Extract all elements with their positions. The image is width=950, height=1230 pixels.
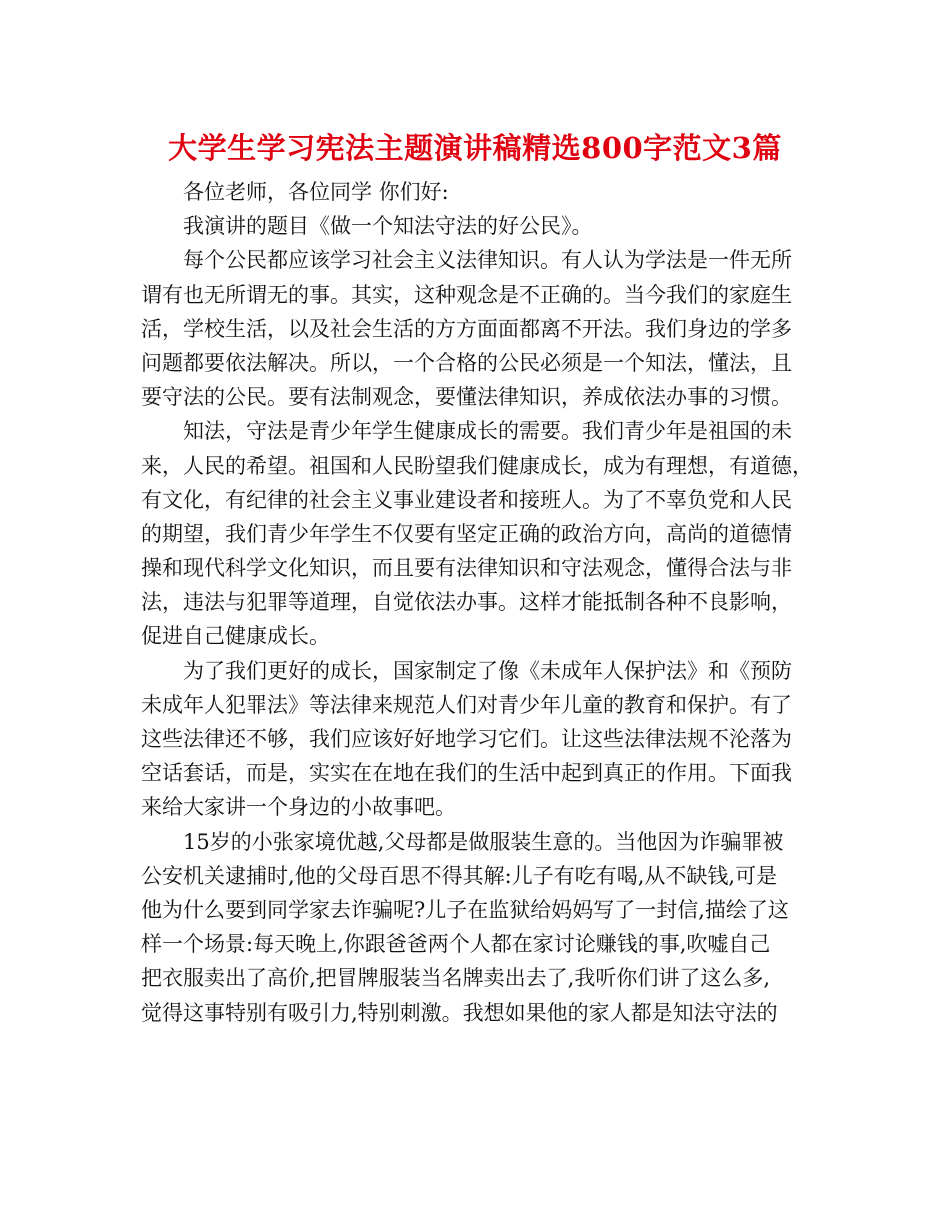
text-line: 这些法律还不够，我们应该好好地学习它们。让这些法律法规不沦落为 [141,727,792,751]
text-line: 每个公民都应该学习社会主义法律知识。有人认为学法是一件无所 [183,248,792,273]
text-line: 问题都要依法解决。所以，一个合格的公民必须是一个知法，懂法，且 [141,350,792,375]
document-body [141,175,821,1030]
text-line: 有文化，有纪律的社会主义事业建设者和接班人。为了不辜负党和人民 [141,487,792,512]
document-title: 大学生学习宪法主题演讲稿精选800字范文3篇 [168,131,782,165]
text-line: 为了我们更好的成长，国家制定了像《未成年人保护法》和《预防 [183,658,792,683]
text-line: 他为什么要到同学家去诈骗呢?儿子在监狱给妈妈写了一封信,描绘了这 [141,897,789,922]
text-line: 知法，守法是青少年学生健康成长的需要。我们青少年是祖国的未 [183,419,792,444]
text-line: 操和现代科学文化知识，而且要有法律知识和守法观念，懂得合法与非 [141,556,792,581]
text-line: 谓有也无所谓无的事。其实，这种观念是不正确的。当今我们的家庭生 [141,282,792,307]
text-line: 活，学校生活，以及社会生活的方方面面都离不开法。我们身边的学多 [141,316,792,341]
text-line: 把衣服卖出了高价,把冒牌服装当名牌卖出去了,我听你们讲了这么多, [141,966,771,991]
text-line: 来，人民的希望。祖国和人民盼望我们健康成长，成为有理想，有道德， [141,453,813,478]
text-line: 未成年人犯罪法》等法律来规范人们对青少年儿童的教育和保护。有了 [141,692,792,717]
text-line: 各位老师，各位同学 你们好: [183,180,449,204]
text-line: 觉得这事特别有吸引力,特别刺激。我想如果他的家人都是知法守法的 [141,1000,778,1025]
text-line: 法，违法与犯罪等道理，自觉依法办事。这样才能抵制各种不良影响， [141,590,792,615]
text-line: 我演讲的题目《做一个知法守法的好公民》。 [183,214,593,239]
text-line: 的期望，我们青少年学生不仅要有坚定正确的政治方向，高尚的道德情 [141,521,792,546]
text-line: 公安机关逮捕时,他的父母百思不得其解:儿子有吃有喝,从不缺钱,可是 [141,863,778,888]
text-line: 15岁的小张家境优越,父母都是做服装生意的。当他因为诈骗罪被 [183,829,784,854]
text-line: 来给大家讲一个身边的小故事吧。 [141,795,456,820]
text-line: 样一个场景:每天晚上,你跟爸爸两个人都在家讨论赚钱的事,吹嘘自己 [141,932,771,957]
text-line: 空话套话，而是，实实在在地在我们的生活中起到真正的作用。下面我 [141,761,792,786]
text-line: 要守法的公民。要有法制观念，要懂法律知识，养成依法办事的习惯。 [141,385,792,410]
text-line: 促进自己健康成长。 [141,624,330,649]
